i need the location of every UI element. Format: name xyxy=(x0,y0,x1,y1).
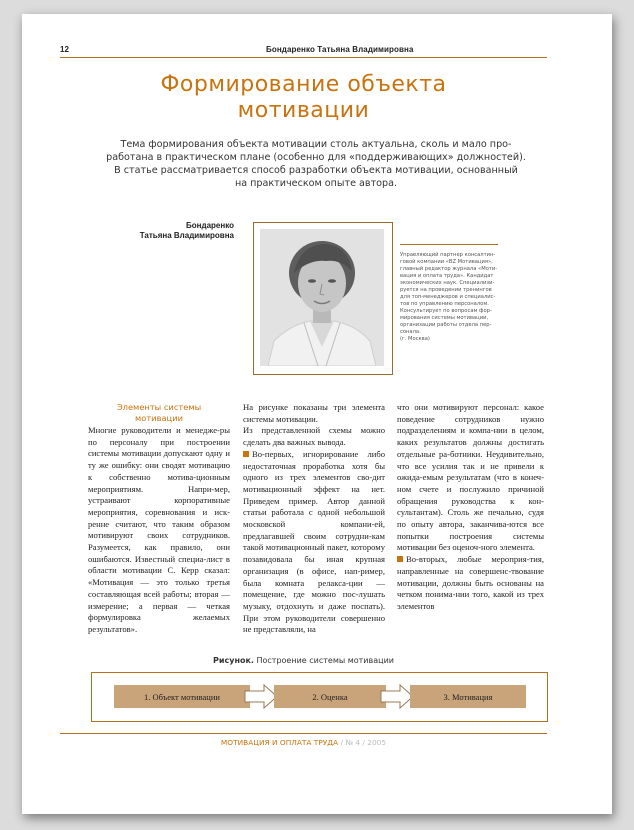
diagram-step-motivation: 3. Мотивация xyxy=(410,685,526,708)
running-header xyxy=(60,45,547,57)
lead-line-3: В статье рассматривается способ разработки объекта мотивации, основанный xyxy=(114,165,518,176)
paragraph-text: Во-первых, игнорирование либо недостаточная проработка хотя бы одного из трех элементов сво-дит мотивационный эффект на нет. Приведем пример. Автор данной статьи работала с одной небольшой московской компани-ей, предлагавшей своим сотрудни-кам такой мотивационный пакет, которому позавидовала бы иная крупная организация (в офисе, нап-ример, была комната релакса-ции — помещение, где можно пос-лушать музыку, отдохнуть и даже поспать). При этом руководители совершенно не представляли, на xyxy=(243,448,385,635)
bio-line: Консультирует по вопросам фор- xyxy=(400,308,492,314)
bio-line: экономических наук. Специализи- xyxy=(400,280,495,286)
author-given-names: Татьяна Владимировна xyxy=(139,231,234,240)
figure-caption-label: Рисунок. xyxy=(213,656,254,665)
running-footer xyxy=(60,738,547,747)
text-column-1 xyxy=(88,402,230,636)
paragraph: что они мотивируют персонал: какое поведение сотрудников нужно подразделениям и компа-нии в целом, каких результатов должны достигать отдельные ра-ботники. Неудивительно, что все усилия так и не привели к ожида-емым результатам (что в конеч-ном счете и послужило причиной обращения руководства к кон-сультантам). Столь же печально, судя по опыту автора, заканчива-ются все попытки построения системы мотивации без оценоч-ного элемента. xyxy=(397,402,544,553)
arrow-right-icon xyxy=(244,684,278,709)
running-title: Бондаренко Татьяна Владимировна xyxy=(266,45,414,54)
author-surname: Бондаренко xyxy=(186,221,234,230)
paragraph: На рисунке показаны три элемента системы мотивации. xyxy=(243,402,385,424)
bio-line: Управляющий партнер консалтин- xyxy=(400,252,496,258)
issue-number: № 4 / 2005 xyxy=(345,738,387,747)
lead-line-2: работана в практическом плане (особенно для «поддерживающих» должностей). xyxy=(106,152,526,163)
lead-line-4: на практическом опыте автора. xyxy=(234,178,398,189)
bio-line: вация и оплата труда». Кандидат xyxy=(400,273,494,279)
section-heading-line-1: Элементы системы xyxy=(116,402,202,412)
journal-name: МОТИВАЦИЯ И ОПЛАТА ТРУДА xyxy=(220,738,339,747)
header-rule xyxy=(60,57,547,58)
paragraph: Многие руководители и менедже-ры по персоналу при построении системы мотивации допускают одну и ту же ошибку: они сводят мотивацию к собственно мотива-ционным мероприятиям. Напри-мер, устраивают корпоративные мероприятия, соревнования и иск-ренне считают, что таким образом мотивируют своих сотрудников. Разумеется, как правило, они ошибаются. Известный специа-лист в области мотивации С. Керр сказал: «Мотивация — это только третья составляющая всей работы; вторая — измерение; а первая — четкая формулировка желаемых результатов». xyxy=(88,425,230,634)
footer-separator: / xyxy=(340,738,343,747)
article-title xyxy=(60,72,547,124)
page-number: 12 xyxy=(60,45,69,54)
bio-line: тов по управлению персоналом. xyxy=(400,301,489,307)
bio-line: (г. Москва) xyxy=(400,336,430,342)
figure-caption xyxy=(60,656,547,665)
bio-line: мирования системы мотивации, xyxy=(400,315,489,321)
text-column-2 xyxy=(243,402,385,636)
bio-line: говой компании «BZ Мотивация», xyxy=(400,259,493,265)
paragraph-text: Во-вторых, любые мероприя-тия, направленные на совершенс-твование мотивации, должны быть основаны на четком понима-нии того, какой из трех элементов xyxy=(397,554,544,611)
author-photo-frame xyxy=(253,222,393,375)
paragraph-with-bullet xyxy=(243,449,385,636)
figure-caption-text: Построение системы мотивации xyxy=(256,656,394,665)
square-bullet-icon xyxy=(243,451,249,457)
figure-diagram xyxy=(91,672,548,722)
portrait-image xyxy=(260,229,384,366)
author-bio xyxy=(400,252,500,343)
bio-line: руется на проведении тренингов xyxy=(400,287,492,293)
author-name xyxy=(118,221,234,241)
diagram-step-object: 1. Объект мотивации xyxy=(114,685,250,708)
paragraph-with-bullet xyxy=(397,554,544,613)
bio-line: для топ-менеджеров и специалис- xyxy=(400,294,496,300)
section-heading xyxy=(88,402,230,423)
title-line-1: Формирование объекта xyxy=(160,72,447,97)
paragraph: Из представленной схемы можно сделать два важных вывода. xyxy=(243,425,385,448)
article-lead xyxy=(86,138,546,190)
bio-line: главный редактор журнала «Моти- xyxy=(400,266,498,272)
title-line-2: мотивации xyxy=(237,98,370,123)
bio-rule xyxy=(400,244,498,245)
diagram-step-evaluation: 2. Оценка xyxy=(274,685,386,708)
text-column-3 xyxy=(397,402,544,613)
bio-line: организации работы отдела пер- xyxy=(400,322,492,328)
square-bullet-icon xyxy=(397,556,403,562)
section-heading-line-2: мотивации xyxy=(135,412,183,423)
arrow-right-icon xyxy=(380,684,414,709)
bio-line: сонала. xyxy=(400,329,421,335)
author-photo xyxy=(260,229,384,366)
lead-line-1: Тема формирования объекта мотивации столь актуальна, сколь и мало про- xyxy=(120,139,512,150)
footer-rule xyxy=(60,733,547,734)
